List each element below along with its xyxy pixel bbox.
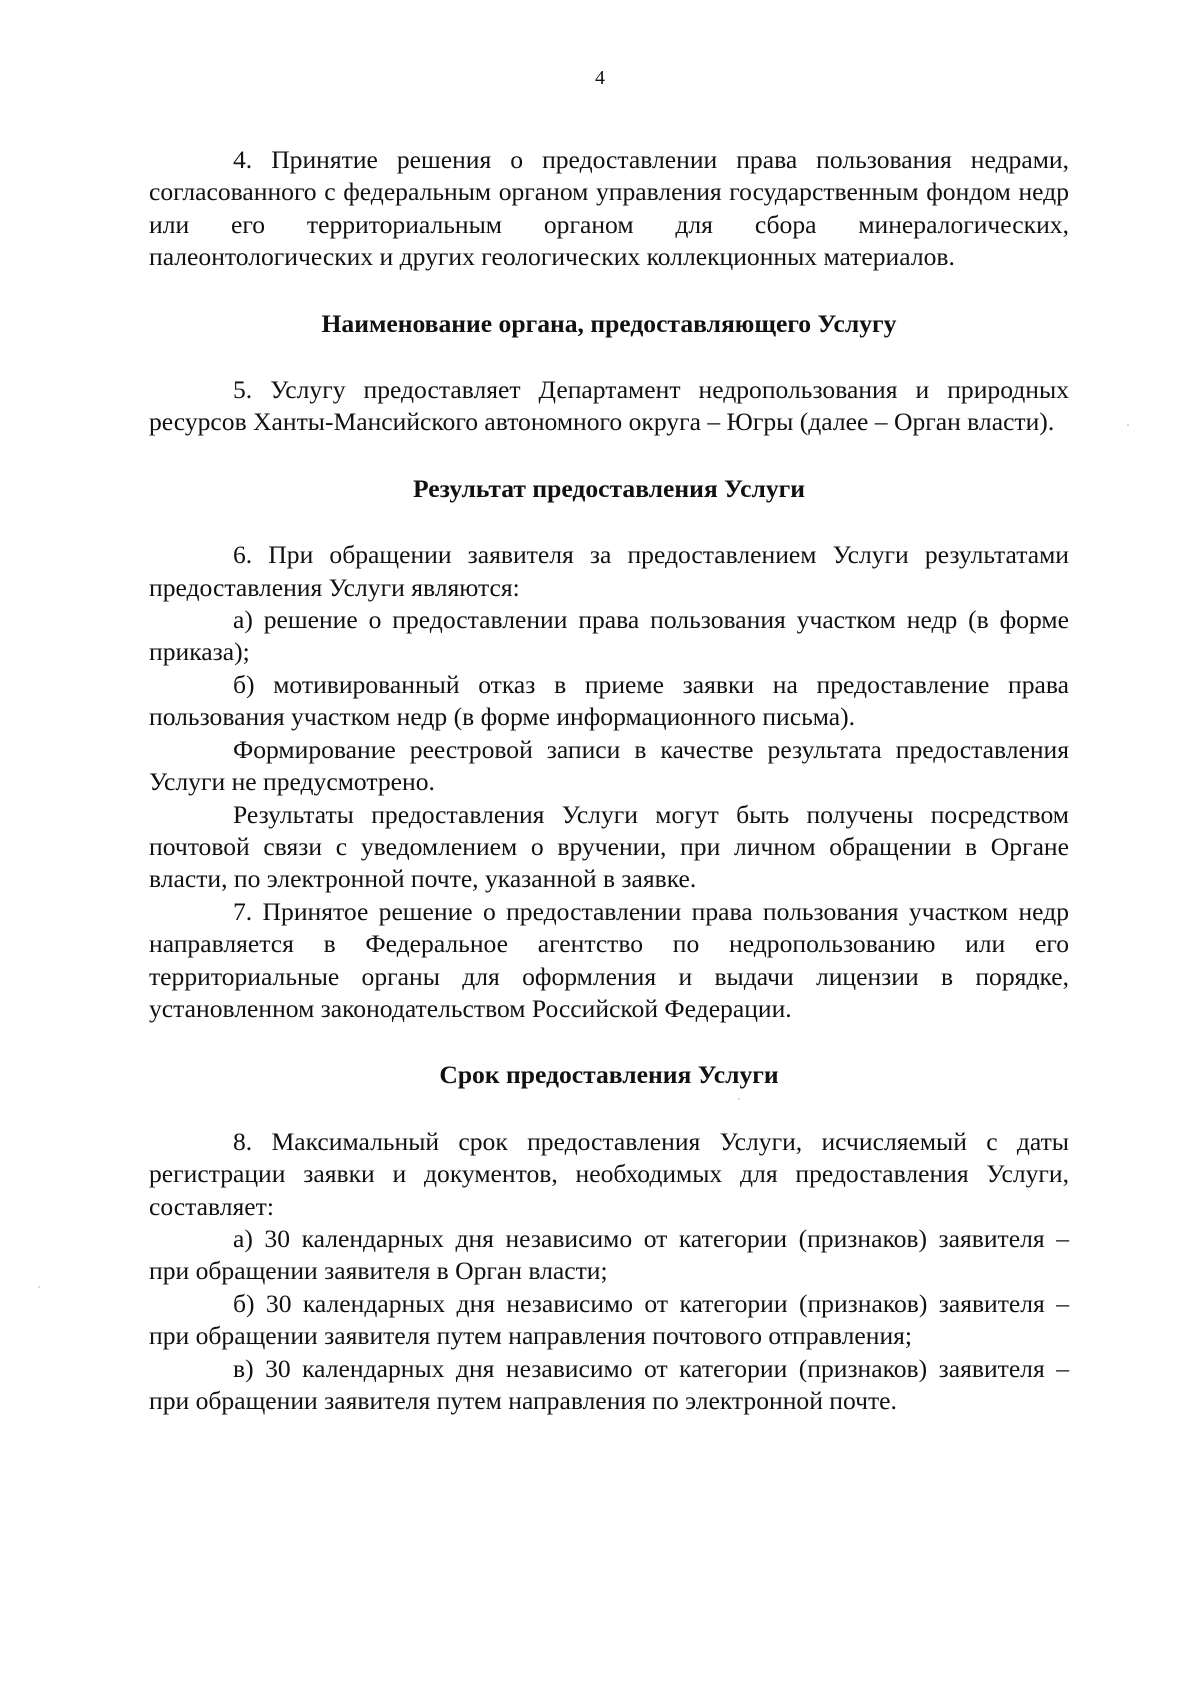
paragraph-5: 5. Услугу предоставляет Департамент недропользования и природных ресурсов Ханты-Мансийского автономного округа – Югры (далее – Орган власти). bbox=[149, 375, 1069, 437]
paragraph-6b: б) мотивированный отказ в приеме заявки на предоставление права пользования участком недр (в форме информационного письма). bbox=[149, 669, 1069, 732]
paragraph-4: 4. Принятие решения о предоставлении права пользования недрами, согласованного с федеральным органом управления государственным фондом недр или его территориальным органом для сбора минералогических, палеонтологических и других геологических коллекционных материалов. bbox=[149, 145, 1069, 272]
paragraph-7: 7. Принятое решение о предоставлении права пользования участком недр направляется в Федеральное агентство по недропользованию или его территориальные органы для оформления и выдачи лицензии в порядке, установленном законодательством Российской Федерации. bbox=[149, 896, 1069, 1023]
paragraph-6c: Формирование реестровой записи в качестве результата предоставления Услуги не предусмотрено. bbox=[149, 734, 1069, 797]
scan-speck bbox=[1127, 424, 1129, 426]
paragraph-6a: а) решение о предоставлении права пользования участком недр (в форме приказа); bbox=[149, 605, 1069, 667]
paragraph-8b: б) 30 календарных дня независимо от категории (признаков) заявителя – при обращении заявителя путем направления почтового отправления; bbox=[149, 1288, 1069, 1351]
section-heading-result: Результат предоставления Услуги bbox=[412, 473, 806, 503]
paragraph-6: 6. При обращении заявителя за предоставлением Услуги результатами предоставления Услуги являются: bbox=[149, 540, 1069, 602]
scan-speck bbox=[738, 1098, 740, 1100]
paragraph-8: 8. Максимальный срок предоставления Услуги, исчисляемый с даты регистрации заявки и документов, необходимых для предоставления Услуги, составляет: bbox=[149, 1126, 1069, 1221]
document-body bbox=[149, 144, 1069, 1417]
scan-speck bbox=[38, 1286, 40, 1288]
paragraph-8a: а) 30 календарных дня независимо от категории (признаков) заявителя – при обращении заявителя в Орган власти; bbox=[149, 1223, 1069, 1286]
paragraph-6d: Результаты предоставления Услуги могут быть получены посредством почтовой связи с уведомлением о вручении, при личном обращении в Органе власти, по электронной почте, указанной в заявке. bbox=[149, 799, 1069, 894]
page-number: 4 bbox=[595, 67, 605, 89]
section-heading-term: Срок предоставления Услуги bbox=[439, 1060, 779, 1090]
section-heading-authority: Наименование органа, предоставляющего Услугу bbox=[321, 308, 897, 338]
paragraph-8c: в) 30 календарных дня независимо от категории (признаков) заявителя – при обращении заявителя путем направления по электронной почте. bbox=[149, 1353, 1069, 1415]
